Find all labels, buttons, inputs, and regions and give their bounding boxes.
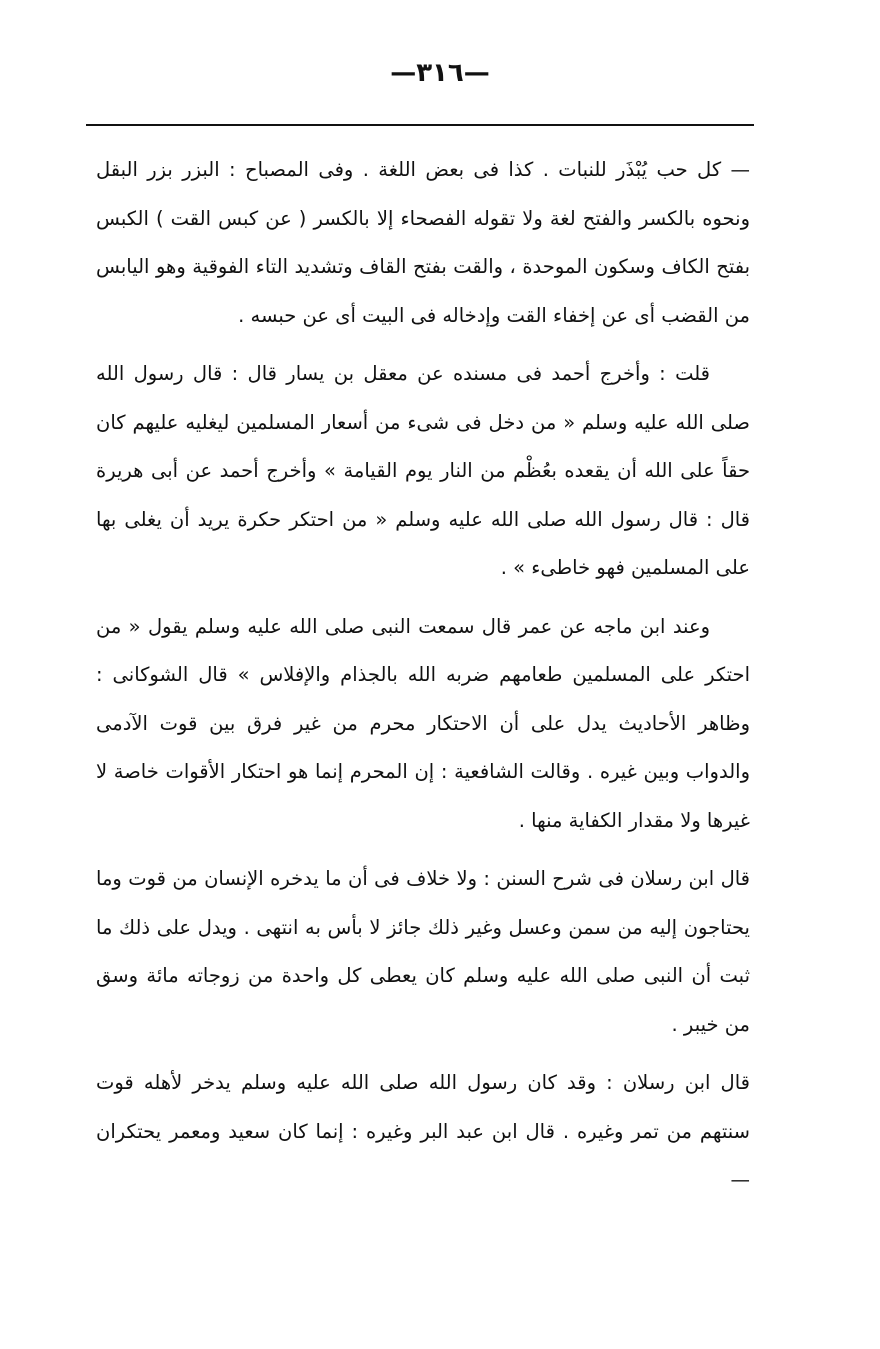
paragraph-3: وعند ابن ماجه عن عمر قال سمعت النبى صلى الله عليه وسلم يقول « من احتكر على المسلمين طعامهم ضربه الله بالجذام والإفلاس » قال الشوكانى : وظاهر الأحاديث يدل على أن الاحتكار محرم من غير فرق بين قوت الآدمى والدواب وبين غيره . وقالت الشافعية : إن المحرم إنما هو احتكار الأقوات خاصة لا غيرها ولا مقدار الكفاية منها .	[96, 614, 750, 832]
paragraph-4: قال ابن رسلان فى شرح السنن : ولا خلاف فى أن ما يدخره الإنسان من قوت وما يحتاجون إليه من سمن وعسل وغير ذلك جائز لا بأس به انتهى . ويدل على ذلك ما ثبت أن النبى صلى الله عليه وسلم كان يعطى كل واحدة من زوجاته مائة وسق من خيبر .	[96, 867, 750, 1036]
header-rule	[86, 124, 754, 126]
paragraph-2: قلت : وأخرج أحمد فى مسنده عن معقل بن يسار قال : قال رسول الله صلى الله عليه وسلم « من دخل فى شىء من أسعار المسلمين ليغليه عليهم كان حقاً على الله أن يقعده بعُظْم من النار يوم القيامة » وأخرج أحمد عن أبى هريرة قال : قال رسول الله صلى الله عليه وسلم « من احتكر حكرة يريد أن يغلى بها على المسلمين فهو خاطىء » .	[96, 362, 750, 579]
paragraph-5: قال ابن رسلان : وقد كان رسول الله صلى الله عليه وسلم يدخر لأهله قوت سنتهم من تمر وغيره . قال ابن عبد البر وغيره : إنما كان سعيد ومعمر يحتكران —	[96, 1071, 750, 1191]
page-body	[96, 146, 750, 1205]
paragraph-1: — كل حب يُبْذَر للنبات . كذا فى بعض اللغة . وفى المصباح : البزر بزر البقل ونحوه بالكسر والفتح لغة ولا تقوله الفصحاء إلا بالكسر ( عن كبس القت ) الكبس بفتح الكاف وسكون الموحدة ، والقت بفتح القاف وتشديد التاء الفوقية وهو اليابس من القضب أى عن إخفاء القت وإدخاله فى البيت أى عن حبسه .	[96, 158, 750, 327]
page-number: —٣١٦—	[390, 58, 490, 88]
